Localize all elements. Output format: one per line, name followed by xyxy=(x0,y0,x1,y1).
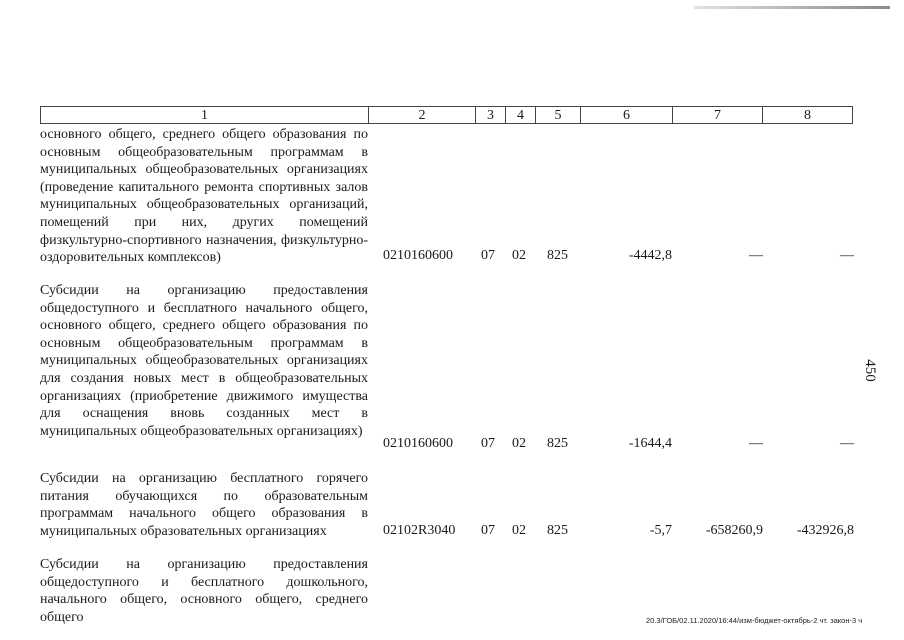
row-1-section: 07 xyxy=(481,248,495,263)
page-number: 450 xyxy=(861,359,878,382)
column-header-8: 8 xyxy=(762,106,853,124)
row-1-expense-type: 825 xyxy=(547,248,568,263)
row-2-amount-7: — xyxy=(749,436,763,451)
column-header-4: 4 xyxy=(505,106,535,124)
column-header-5: 5 xyxy=(535,106,580,124)
row-3-description: Субсидии на организацию бесплатного горячего питания обучающихся по образовательным программам начального общего образования в муниципальных образовательных организациях xyxy=(40,471,368,539)
row-3-code: 02102R3040 xyxy=(383,523,456,538)
document-footer: 20.3/ГОБ/02.11.2020/16:44/изм-бюджет-октябрь-2 чт. закон-3 ч xyxy=(646,616,863,625)
column-header-7: 7 xyxy=(672,106,762,124)
row-2-amount-6: -1644,4 xyxy=(628,436,672,451)
row-2-section: 07 xyxy=(481,436,495,451)
row-2-code: 0210160600 xyxy=(383,436,453,451)
row-1-code: 0210160600 xyxy=(383,248,453,263)
column-header-6: 6 xyxy=(580,106,672,124)
row-1-description: основного общего, среднего общего образования по основным общеобразовательным программам в муниципальных общеобразовательных организациях (проведение капитального ремонта спортивных залов муниципальных общеобразовательных организаций, помещений при них, других помещений физкультурно-спортивного назначения, физкультурно-оздоровительных комплексов) xyxy=(40,127,368,266)
row-2-expense-type: 825 xyxy=(547,436,568,451)
column-header-3: 3 xyxy=(475,106,505,124)
row-3-amount-8: -432926,8 xyxy=(796,523,854,538)
row-3-subsection: 02 xyxy=(512,523,526,538)
row-4-description: Субсидии на организацию предоставления общедоступного и бесплатного дошкольного, начального общего, основного общего, среднего общего xyxy=(40,557,368,625)
row-3-amount-7: -658260,9 xyxy=(705,523,763,538)
row-1-subsection: 02 xyxy=(512,248,526,263)
scan-artifact-line xyxy=(694,6,890,9)
row-3-amount-6: -5,7 xyxy=(649,523,672,538)
row-1-amount-8: — xyxy=(840,248,854,263)
row-2-amount-8: — xyxy=(840,436,854,451)
column-header-2: 2 xyxy=(368,106,475,124)
row-2-description: Субсидии на организацию предоставления общедоступного и бесплатного начального общего, основного общего, среднего общего образования по основным общеобразовательным программам в муниципальных общеобразовательных организациях для создания новых мест в общеобразовательных организациях (приобретение движимого имущества для оснащения вновь созданных мест в муниципальных общеобразовательных организациях) xyxy=(40,283,368,439)
column-header-1: 1 xyxy=(40,106,368,124)
row-1-amount-7: — xyxy=(749,248,763,263)
row-2-subsection: 02 xyxy=(512,436,526,451)
row-3-expense-type: 825 xyxy=(547,523,568,538)
row-3-section: 07 xyxy=(481,523,495,538)
row-1-amount-6: -4442,8 xyxy=(628,248,672,263)
